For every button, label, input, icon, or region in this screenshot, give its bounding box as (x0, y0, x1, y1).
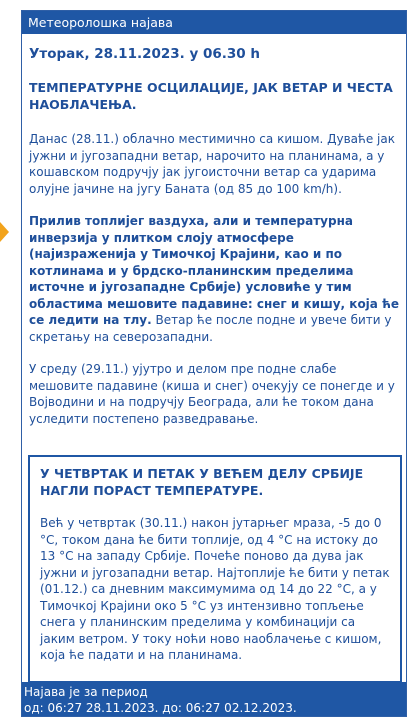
forecast-paragraph-today: Данас (28.11.) облачно местимично са кишом. Дуваће јак јужни и југозападни ветар, нарочито на планинама, а у кошавском подручју јак југоисточни ветар са ударима олујне јачине на југу Баната (од 85 до 100 km/h). (29, 132, 395, 196)
forecast-date: Уторак, 28.11.2023. у 06.30 h (29, 46, 261, 62)
period-range (24, 700, 406, 716)
panel-title: Метеоролошка најава (28, 15, 173, 30)
forecast-paragraph-inversion (29, 213, 401, 345)
inversion-rest-text: Ветар ће после подне и увече бити у скретању на северозападни. (29, 313, 392, 344)
outlook-title: У ЧЕТВРТАК И ПЕТАК У ВЕЋЕМ ДЕЛУ СРБИЈЕ НАГЛИ ПОРАСТ ТЕМПЕРАТУРЕ. (40, 466, 364, 498)
period-from-value: 06:27 28.11.2023. (47, 701, 159, 715)
period-to-label: до: (162, 701, 182, 715)
outlook-body: Већ у четвртак (30.11.) након јутарњег мраза, -5 до 0 °C, током дана ће бити топлије, од 4 °C на истоку до 13 °C на западу Србије. Почеће поново да дува јак јужни и југозападни ветар. Најтоплије ће бити у петак (01.12.) са дневним максимумима од 14 до 22 °C, а у Тимочкој Крајини око 5 °C уз интензивно топљење снега у планинским пределима у комбинацији са јаким ветром. У току ноћи ново наоблачење с кишом, која ће падати и на планинама. (40, 516, 390, 662)
forecast-headline: ТЕМПЕРАТУРНЕ ОСЦИЛАЦИЈЕ, ЈАК ВЕТАР И ЧЕСТА НАОБЛАЧЕЊА. (29, 80, 393, 112)
period-label: Најава је за период (24, 685, 148, 699)
inversion-bold-text: Прилив топлијег ваздуха, али и температурна инверзија у плитком слоју атмосфере (најизраженија у Тимочкој Крајини, као и по котлинама и у брдско-планинским пределима источне и југозападне Србије) условиће у тим областима мешовите падавине: снег и кишу, која ће се ледити на тлу. (29, 214, 400, 327)
forecast-panel (21, 10, 407, 717)
forecast-paragraph-wednesday: У среду (29.11.) ујутро и делом пре подне слабе мешовите падавине (киша и снег) очекују се понегде и у Војводини и на подручју Београда, али ће током дана уследити постепено разведравање. (29, 362, 395, 426)
panel-header (22, 11, 406, 34)
forecast-content (29, 45, 401, 443)
outlook-box (28, 455, 402, 683)
accent-marker (0, 222, 9, 242)
period-footer (22, 682, 406, 716)
period-to-value: 06:27 02.12.2023. (185, 701, 297, 715)
period-from-label: од: (24, 701, 44, 715)
